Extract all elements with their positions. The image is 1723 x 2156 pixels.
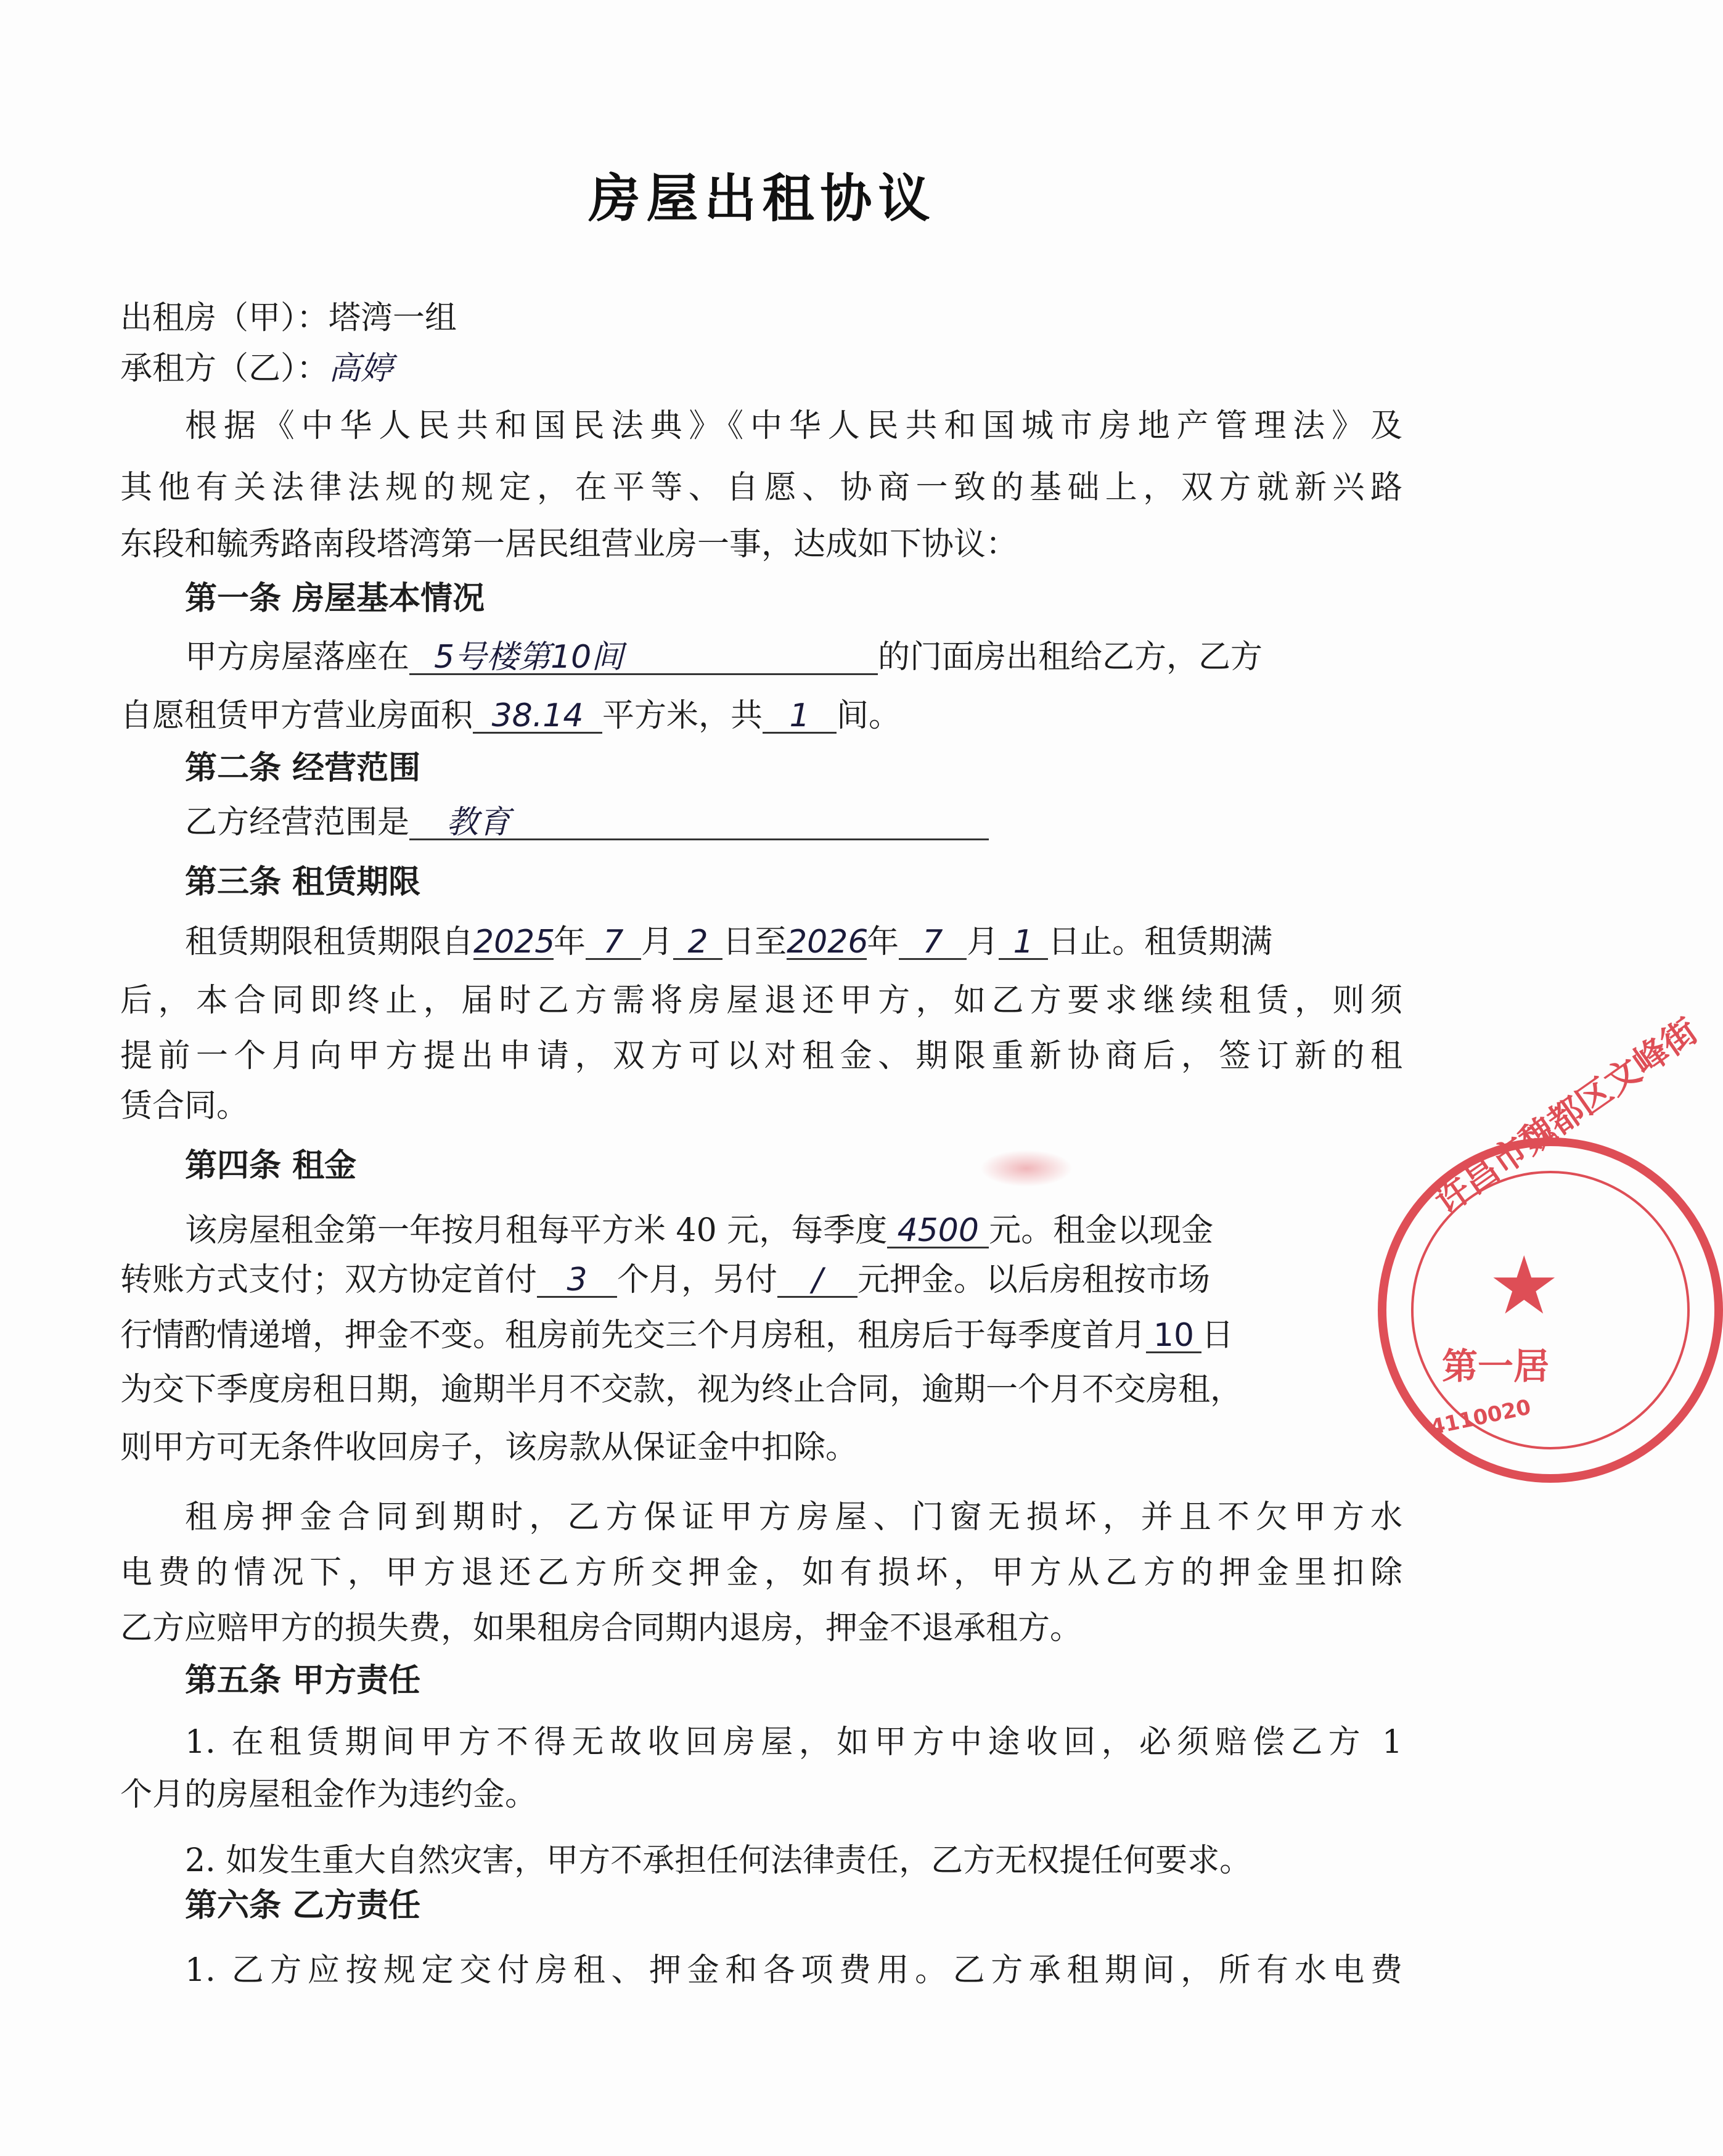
deposit-para-line-3: 乙方应赔甲方的损失费，如果租房合同期内退房，押金不退承租方。	[120, 1610, 1083, 1647]
start-day-field: 2	[673, 926, 722, 960]
due-day-label: 行情酌情递增，押金不变。租房前先交三个月房租，租房后于每季度首月	[120, 1317, 1147, 1354]
location-suffix: 的门面房出租给乙方，乙方	[878, 639, 1263, 676]
article-3-line-1	[185, 926, 1272, 960]
start-year-field: 2025	[473, 924, 555, 961]
location-field: 5号楼第10间	[409, 641, 878, 675]
prepay-unit: 个月，另付	[617, 1261, 778, 1298]
stamp-smudge	[980, 1150, 1073, 1187]
article-5-heading: 第五条 甲方责任	[185, 1662, 421, 1699]
room-count-field: 1	[763, 700, 837, 734]
intro-line-2: 其他有关法律法规的规定，在平等、自愿、协商一致的基础上，双方就新兴路	[120, 469, 1402, 506]
location-label: 甲方房屋落座在	[185, 639, 410, 676]
article-1-heading: 第一条 房屋基本情况	[185, 580, 485, 617]
end-year-field: 2026	[787, 924, 869, 961]
lessee-name-handwritten: 高婷	[329, 350, 393, 387]
deposit-suffix: 元押金。以后房租按市场	[857, 1261, 1211, 1298]
article-1-line-2	[120, 697, 901, 734]
rent-label: 该房屋租金第一年按月租每平方米 40 元，每季度	[185, 1212, 888, 1249]
year-unit-2: 年	[867, 924, 899, 961]
year-unit: 年	[554, 924, 586, 961]
article-4-line-2	[120, 1261, 1211, 1298]
prepay-months-field: 3	[537, 1264, 617, 1298]
document-title: 房屋出租协议	[588, 168, 936, 229]
scope-label: 乙方经营范围是	[185, 804, 410, 841]
article-6-line-1: 1. 乙方应按规定交付房租、押金和各项费用。乙方承租期间，所有水电费	[185, 1952, 1402, 1989]
intro-line-1: 根据《中华人民共和国民法典》《中华人民共和国城市房地产管理法》及	[185, 408, 1402, 445]
article-3-line-4: 赁合同。	[120, 1088, 249, 1125]
seal-lower-text: 第一居	[1442, 1345, 1550, 1387]
room-count-unit: 间。	[837, 697, 901, 734]
article-5-line-1: 1. 在租赁期间甲方不得无故收回房屋，如甲方中途收回，必须赔偿乙方 1	[185, 1724, 1402, 1761]
rent-suffix: 元。租金以现金	[989, 1212, 1214, 1249]
lessee-line	[120, 350, 393, 387]
article-4-line-3	[120, 1319, 1234, 1353]
area-unit: 平方米，共	[602, 697, 763, 734]
scope-field: 教育	[409, 806, 989, 840]
quarterly-rent-field: 4500	[887, 1215, 989, 1248]
seal-star-icon: ★	[1488, 1239, 1560, 1332]
lessee-label: 承租方（乙）：	[120, 350, 329, 387]
term-label: 租赁期限租赁期限自	[185, 924, 474, 961]
due-day-field: 10	[1146, 1319, 1201, 1353]
day-to-unit: 日至	[722, 924, 787, 961]
official-seal-stamp	[1378, 1010, 1723, 1483]
article-3-line-3: 提前一个月向甲方提出申请，双方可以对租金、期限重新协商后，签订新的租	[120, 1038, 1402, 1075]
deposit-para-line-1: 租房押金合同到期时，乙方保证甲方房屋、门窗无损坏，并且不欠甲方水	[185, 1499, 1402, 1536]
end-day-field: 1	[999, 926, 1048, 960]
article-3-line-2: 后，本合同即终止，届时乙方需将房屋退还甲方，如乙方要求继续租赁，则须	[120, 982, 1402, 1019]
article-5-line-2: 个月的房屋租金作为违约金。	[120, 1776, 538, 1813]
area-field: 38.14	[473, 700, 602, 734]
article-2-line-1	[185, 806, 989, 840]
start-month-field: 7	[586, 926, 641, 960]
lessor-line: 出租房（甲）：塔湾一组	[120, 300, 457, 337]
article-2-heading: 第二条 经营范围	[185, 750, 421, 787]
deposit-field: /	[777, 1264, 857, 1298]
article-5-line-3: 2. 如发生重大自然灾害，甲方不承担任何法律责任，乙方无权提任何要求。	[185, 1842, 1252, 1879]
article-4-heading: 第四条 租金	[185, 1147, 357, 1184]
area-label: 自愿租赁甲方营业房面积	[120, 697, 473, 734]
prepay-label: 转账方式支付；双方协定首付	[120, 1261, 538, 1298]
article-6-heading: 第六条 乙方责任	[185, 1887, 421, 1924]
intro-line-3: 东段和毓秀路南段塔湾第一居民组营业房一事，达成如下协议：	[120, 526, 1018, 563]
seal-ring-text: 许昌市魏都区文峰街	[1427, 1010, 1706, 1223]
deposit-para-line-2: 电费的情况下，甲方退还乙方所交押金，如有损坏，甲方从乙方的押金里扣除	[120, 1554, 1402, 1591]
seal-code: 4110020	[1428, 1395, 1533, 1440]
article-1-line-1	[185, 641, 1263, 675]
end-suffix: 日止。租赁期满	[1048, 924, 1273, 961]
month-unit-2: 月	[967, 924, 999, 961]
month-unit: 月	[641, 924, 674, 961]
article-4-line-4: 为交下季度房租日期，逾期半月不交款，视为终止合同，逾期一个月不交房租，	[120, 1371, 1243, 1408]
article-3-heading: 第三条 租赁期限	[185, 864, 421, 901]
article-4-line-5: 则甲方可无条件收回房子，该房款从保证金中扣除。	[120, 1429, 858, 1466]
due-day-unit: 日	[1201, 1317, 1234, 1354]
end-month-field: 7	[899, 926, 967, 960]
article-4-line-1	[185, 1212, 1214, 1249]
